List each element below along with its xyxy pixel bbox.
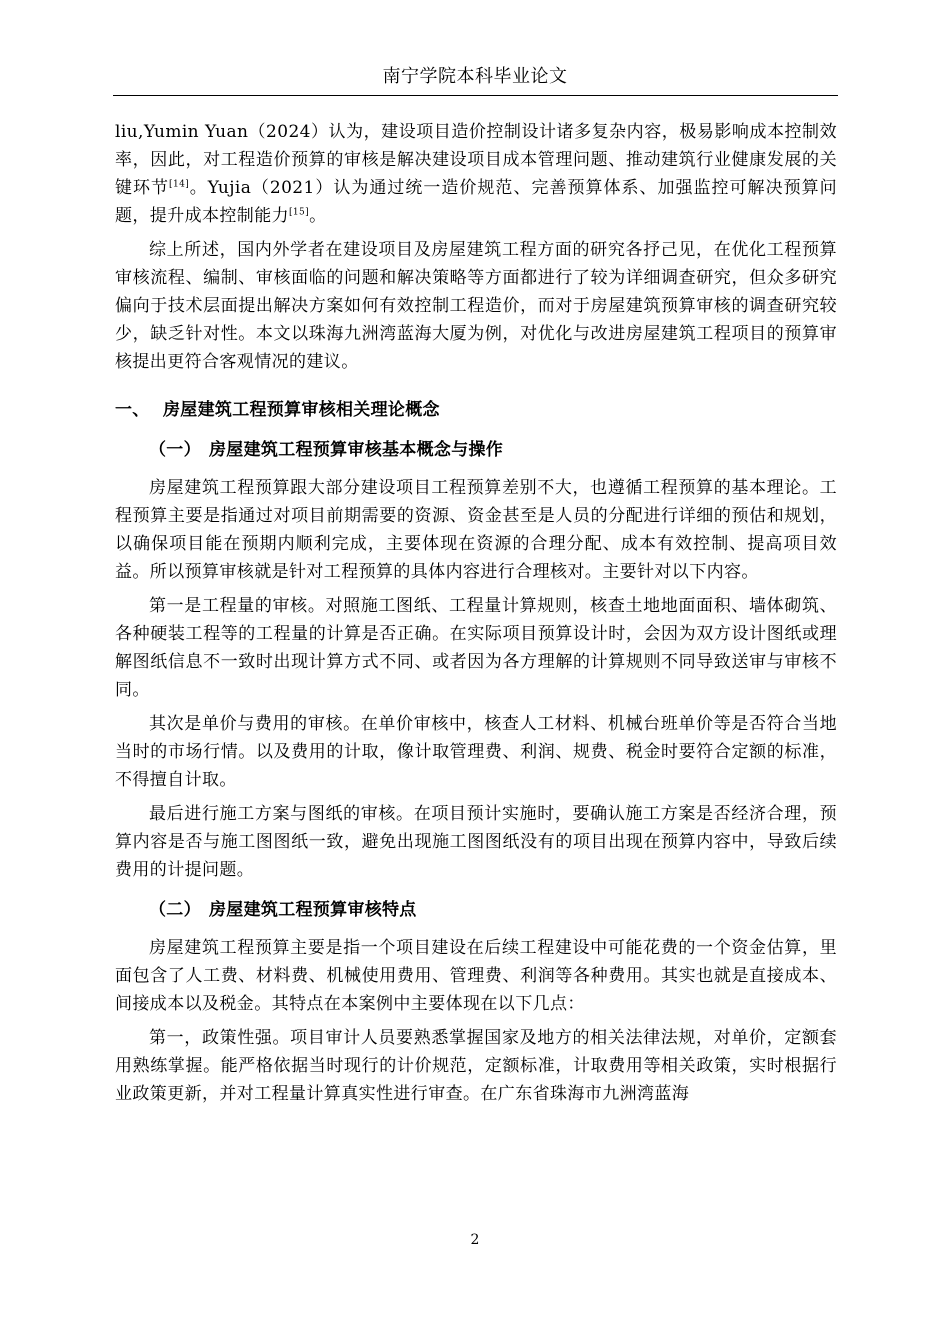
paragraph-plan-review: 最后进行施工方案与图纸的审核。在项目预计实施时，要确认施工方案是否经济合理，预算内容是否与施工图图纸一致，避免出现施工图图纸没有的项目出现在预算内容中，导致后续费用的计提问题。 [115, 804, 837, 880]
header-divider [113, 95, 838, 96]
running-header: 南宁学院本科毕业论文 [382, 66, 568, 87]
paragraph-price-review: 其次是单价与费用的审核。在单价审核中，核查人工材料、机械台班单价等是否符合当地当时的市场行情。以及费用的计取，像计取管理费、利润、规费、税金时要符合定额的标准，不得擅自计取。 [115, 714, 837, 790]
paragraph-policy: 第一，政策性强。项目审计人员要熟悉掌握国家及地方的相关法律法规，对单价，定额套用熟练掌握。能严格依据当时现行的计价规范，定额标准，计取费用等相关政策，实时根据行业政策更新，并对工程量计算真实性进行审查。在广东省珠海市九洲湾蓝海 [115, 1028, 837, 1104]
paragraph-summary: 综上所述，国内外学者在建设项目及房屋建筑工程方面的研究各抒己见，在优化工程预算审核流程、编制、审核面临的问题和解决策略等方面都进行了较为详细调查研究，但众多研究偏向于技术层面提出解决方案如何有效控制工程造价，而对于房屋建筑预算审核的调查研究较少，缺乏针对性。本文以珠海九洲湾蓝海大厦为例，对优化与改进房屋建筑工程项目的预算审核提出更符合客观情况的建议。 [115, 240, 837, 372]
page-number: 2 [470, 1232, 480, 1248]
subsection-heading-2 [115, 896, 837, 924]
paragraph-literature-review: liu,Yumin Yuan（2024）认为，建设项目造价控制设计诸多复杂内容，极易影响成本控制效率，因此，对工程造价预算的审核是解决建设项目成本管理问题、推动建筑行业健康发展的关键环节[14]。Yujia（2021）认为通过统一造价规范、完善预算体系、加强监控可解决预算问题，提升成本控制能力[15]。 [115, 122, 837, 226]
citation-14: [14] [169, 179, 190, 190]
section-title: 房屋建筑工程预算审核相关理论概念 [163, 400, 440, 420]
section-number: 一、 [115, 400, 150, 420]
subsection-title: 房屋建筑工程预算审核特点 [209, 900, 417, 920]
subsection-title: 房屋建筑工程预算审核基本概念与操作 [209, 440, 504, 460]
section-heading-1 [115, 396, 837, 424]
paragraph-quantity-review: 第一是工程量的审核。对照施工图纸、工程量计算规则，核查土地地面面积、墙体砌筑、各种硬装工程等的工程量的计算是否正确。在实际项目预算设计时，会因为双方设计图纸或理解图纸信息不一致时出现计算方式不同、或者因为各方理解的计算规则不同导致送审与审核不同。 [115, 596, 837, 700]
citation-15: [15] [289, 207, 310, 218]
subsection-heading-1 [115, 436, 837, 464]
paragraph-characteristics: 房屋建筑工程预算主要是指一个项目建设在后续工程建设中可能花费的一个资金估算，里面包含了人工费、材料费、机械使用费用、管理费、利润等各种费用。其实也就是直接成本、间接成本以及税金。其特点在本案例中主要体现在以下几点： [115, 938, 837, 1014]
subsection-number: （二） [149, 900, 201, 920]
paragraph-basic-concept: 房屋建筑工程预算跟大部分建设项目工程预算差别不大，也遵循工程预算的基本理论。工程预算主要是指通过对项目前期需要的资源、资金甚至是人员的分配进行详细的预估和规划，以确保项目能在预期内顺利完成，主要体现在资源的合理分配、成本有效控制、提高项目效益。所以预算审核就是针对工程预算的具体内容进行合理核对。主要针对以下内容。 [115, 478, 837, 582]
page-body [115, 118, 837, 1108]
subsection-number: （一） [149, 440, 201, 460]
